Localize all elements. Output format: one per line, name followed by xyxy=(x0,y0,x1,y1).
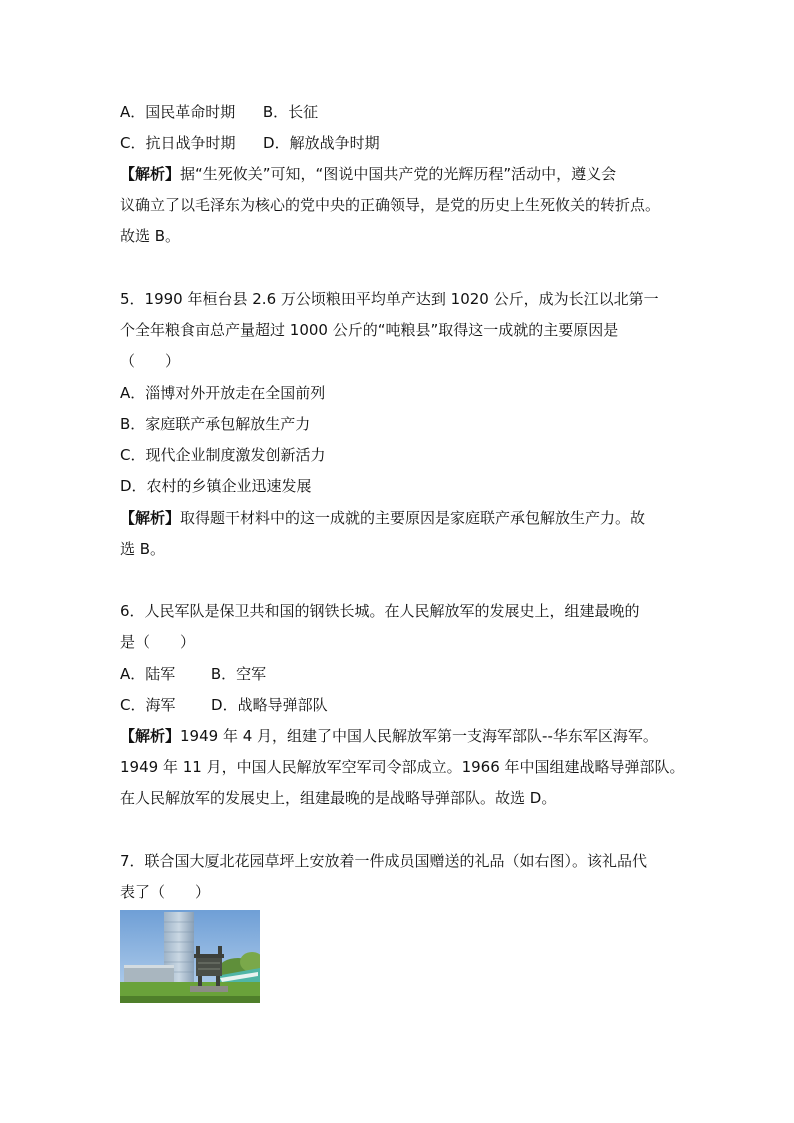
q5-option-b: B．家庭联产承包解放生产力 xyxy=(120,415,311,433)
q5-analysis-text-1: 取得题干材料中的这一成就的主要原因是家庭联产承包解放生产力。故 xyxy=(180,509,646,527)
q4-analysis-line-1 xyxy=(120,164,680,184)
q5-option-a: A．淄博对外开放走在全国前列 xyxy=(120,384,326,402)
q6-stem-line-1: 6．人民军队是保卫共和国的钢铁长城。在人民解放军的发展史上，组建最晚的 xyxy=(120,602,640,620)
q6-options-ab xyxy=(120,664,680,684)
q4-option-b: B．长征 xyxy=(262,103,319,121)
q6-option-c: C．海军 xyxy=(120,696,176,714)
q6-analysis-line-1 xyxy=(120,726,680,746)
q5-stem-line-2: 个全年粮食亩总产量超过 1000 公斤的“吨粮县”取得这一成就的主要原因是 xyxy=(120,321,619,339)
q6-option-b: B．空军 xyxy=(210,665,267,683)
q5-analysis-line-2: 选 B。 xyxy=(120,540,166,558)
q6-option-d: D．战略导弹部队 xyxy=(211,696,328,714)
q4-analysis-text-1: 据“生死攸关”可知，“图说中国共产党的光辉历程”活动中，遵义会 xyxy=(180,165,617,183)
q6-analysis-line-2: 1949 年 11 月，中国人民解放军空军司令部成立。1966 年中国组建战略导弹部队。 xyxy=(120,758,685,776)
q5-stem-line-1: 5．1990 年桓台县 2.6 万公顷粮田平均单产达到 1020 公斤，成为长江以北第一 xyxy=(120,290,659,308)
q5-stem-line-3: （ ） xyxy=(120,352,181,370)
q7-stem-line-1: 7．联合国大厦北花园草坪上安放着一件成员国赠送的礼品（如右图）。该礼品代 xyxy=(120,852,648,870)
q6-stem-line-2: 是（ ） xyxy=(120,633,196,651)
un-gift-photo xyxy=(120,910,260,1003)
q6-analysis-text-1: 1949 年 4 月，组建了中国人民解放军第一支海军部队--华东军区海军。 xyxy=(180,727,658,745)
q5-option-c: C．现代企业制度激发创新活力 xyxy=(120,446,326,464)
q4-option-a: A．国民革命时期 xyxy=(120,103,236,121)
q4-analysis-label: 【解析】 xyxy=(120,165,181,183)
q4-option-d: D．解放战争时期 xyxy=(263,134,380,152)
q5-option-d: D．农村的乡镇企业迅速发展 xyxy=(120,477,312,495)
q7-stem-line-2: 表了（ ） xyxy=(120,883,211,901)
q4-options-ab xyxy=(120,102,680,122)
q4-option-c: C．抗日战争时期 xyxy=(120,134,236,152)
q6-option-a: A．陆军 xyxy=(120,665,176,683)
q4-analysis-line-3: 故选 B。 xyxy=(120,227,181,245)
q6-analysis-line-3: 在人民解放军的发展史上，组建最晚的是战略导弹部队。故选 D。 xyxy=(120,789,557,807)
q5-analysis-line-1 xyxy=(120,508,680,528)
q4-analysis-line-2: 议确立了以毛泽东为核心的党中央的正确领导，是党的历史上生死攸关的转折点。 xyxy=(120,196,661,214)
q5-analysis-label: 【解析】 xyxy=(120,509,181,527)
un-gift-photo-drawing xyxy=(120,910,260,1003)
q4-options-cd xyxy=(120,133,680,153)
q6-analysis-label: 【解析】 xyxy=(120,727,181,745)
q6-options-cd xyxy=(120,695,680,715)
